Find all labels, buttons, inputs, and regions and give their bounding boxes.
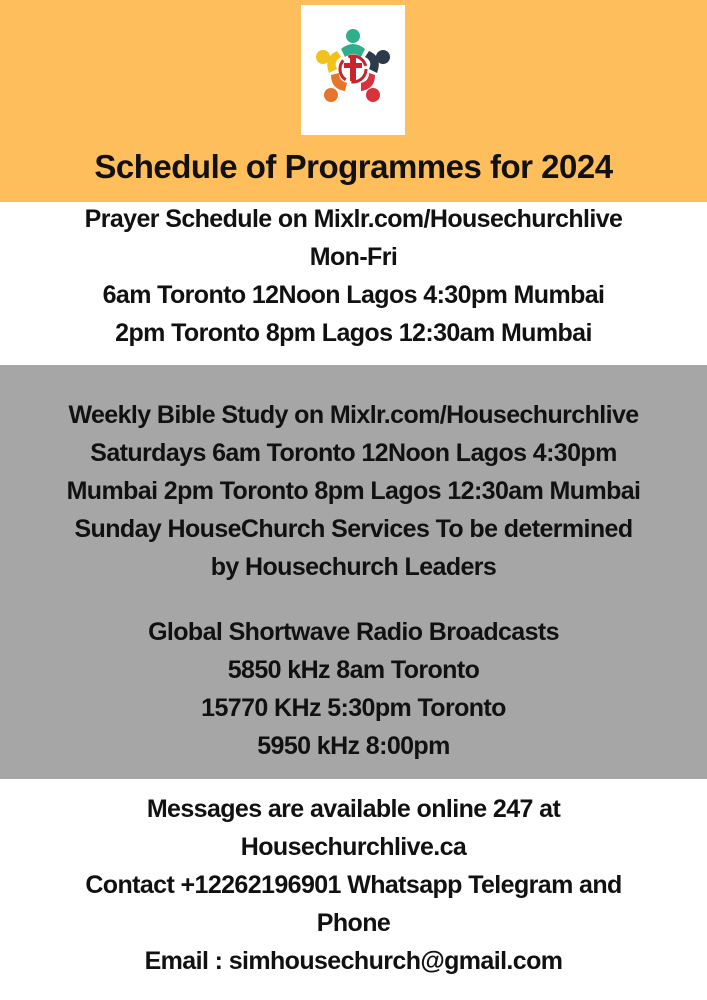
radio-line: Global Shortwave Radio Broadcasts — [148, 618, 559, 646]
prayer-line: Mon-Fri — [309, 243, 398, 271]
bible-study-line: by Housechurch Leaders — [210, 553, 497, 581]
radio-line: 5950 kHz 8:00pm — [257, 732, 450, 760]
bible-study-line: Mumbai 2pm Toronto 8pm Lagos 12:30am Mumbai — [66, 477, 641, 505]
email-link[interactable]: Email : simhousechurch@gmail.com — [144, 947, 563, 975]
radio-broadcasts — [0, 613, 707, 765]
bible-study-line: Weekly Bible Study on Mixlr.com/Housechurchlive — [68, 401, 639, 429]
website-link[interactable]: Housechurchlive.ca — [240, 833, 467, 861]
contact-line: Contact +12262196901 Whatsapp Telegram and — [85, 871, 622, 899]
bible-study-line: Saturdays 6am Toronto 12Noon Lagos 4:30pm — [90, 439, 617, 467]
page-title: Schedule of Programmes for 2024 — [94, 148, 613, 185]
radio-line: 15770 KHz 5:30pm Toronto — [201, 694, 506, 722]
people-circle-cross-logo-icon — [313, 27, 393, 107]
bible-study-line: Sunday HouseChurch Services To be determined — [74, 515, 633, 543]
bible-study-schedule — [0, 396, 707, 586]
prayer-line: 2pm Toronto 8pm Lagos 12:30am Mumbai — [115, 319, 592, 347]
radio-line: 5850 kHz 8am Toronto — [227, 656, 480, 684]
prayer-line: 6am Toronto 12Noon Lagos 4:30pm Mumbai — [102, 281, 605, 309]
contact-info — [0, 790, 707, 980]
prayer-schedule — [0, 200, 707, 352]
logo — [301, 5, 405, 135]
contact-line: Messages are available online 247 at — [146, 795, 561, 823]
contact-line: Phone — [316, 909, 391, 937]
prayer-line: Prayer Schedule on Mixlr.com/Housechurchlive — [84, 205, 623, 233]
